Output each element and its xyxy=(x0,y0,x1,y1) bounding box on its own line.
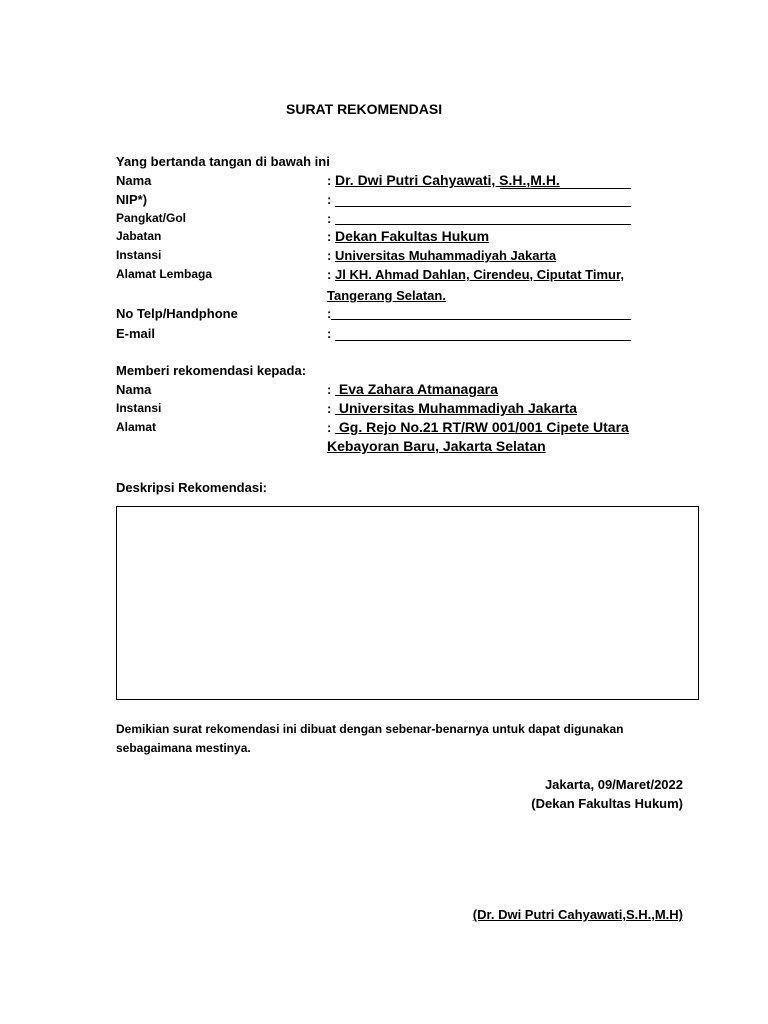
recipient-instansi-label: Instansi xyxy=(116,401,162,415)
signature-position: (Dekan Fakultas Hukum) xyxy=(531,796,683,811)
signer-name-line xyxy=(500,188,631,189)
recipient-intro: Memberi rekomendasi kepada: xyxy=(116,363,307,378)
signer-nip-line xyxy=(335,206,631,207)
description-label: Deskripsi Rekomendasi: xyxy=(116,480,268,495)
recipient-alamat-label: Alamat xyxy=(116,420,157,434)
signer-pangkat-line xyxy=(335,224,631,225)
signer-pangkat-label: Pangkat/Gol xyxy=(116,211,187,225)
letter-title: SURAT REKOMENDASI xyxy=(286,101,443,117)
signer-alamat-label: Alamat Lembaga xyxy=(116,267,213,281)
signer-alamat-colon: : xyxy=(327,267,332,282)
description-box[interactable] xyxy=(116,506,699,700)
recipient-instansi-value: Universitas Muhammadiyah Jakarta xyxy=(335,400,577,416)
signer-instansi-label: Instansi xyxy=(116,248,162,262)
signer-nip-colon: : xyxy=(327,192,332,207)
signer-jabatan-value: Dekan Fakultas Hukum xyxy=(335,228,490,244)
closing-line1: Demikian surat rekomendasi ini dibuat dengan sebenar-benarnya untuk dapat digunakan xyxy=(116,722,624,736)
signer-name-value: Dr. Dwi Putri Cahyawati, S.H.,M.H. xyxy=(335,172,560,188)
signer-email-colon: : xyxy=(327,326,332,341)
signer-name-colon: : xyxy=(327,173,332,188)
signer-email-line xyxy=(335,340,631,341)
signer-instansi-value: Universitas Muhammadiyah Jakarta xyxy=(335,248,557,263)
signer-alamat-value-line2: Tangerang Selatan. xyxy=(327,288,446,303)
signer-jabatan-label: Jabatan xyxy=(116,229,162,243)
recipient-alamat-value-line1: Gg. Rejo No.21 RT/RW 001/001 Cipete Utara xyxy=(335,419,629,435)
signer-email-label: E-mail xyxy=(116,326,156,341)
recipient-alamat-value-line2: Kebayoran Baru, Jakarta Selatan xyxy=(327,438,546,454)
signer-name-label: Nama xyxy=(116,173,152,188)
signer-telp-line xyxy=(331,319,631,320)
recipient-name-label: Nama xyxy=(116,382,152,397)
signature-place-date: Jakarta, 09/Maret/2022 xyxy=(544,777,683,792)
recipient-instansi-colon: : xyxy=(327,401,332,416)
recipient-name-value: Eva Zahara Atmanagara xyxy=(335,381,498,397)
signer-intro: Yang bertanda tangan di bawah ini xyxy=(116,154,330,169)
recipient-name-colon: : xyxy=(327,382,332,397)
signer-nip-label: NIP*) xyxy=(116,192,148,207)
signer-telp-label: No Telp/Handphone xyxy=(116,306,238,321)
signer-instansi-colon: : xyxy=(327,248,332,263)
signature-name: (Dr. Dwi Putri Cahyawati,S.H.,M.H) xyxy=(472,907,683,922)
signer-pangkat-colon: : xyxy=(327,211,332,226)
closing-line2: sebagaimana mestinya. xyxy=(116,741,251,755)
signer-telp-colon: : xyxy=(327,306,332,321)
signer-jabatan-colon: : xyxy=(327,229,332,244)
recipient-alamat-colon: : xyxy=(327,420,332,435)
signer-alamat-value-line1: Jl KH. Ahmad Dahlan, Cirendeu, Ciputat Timur, xyxy=(335,267,624,282)
